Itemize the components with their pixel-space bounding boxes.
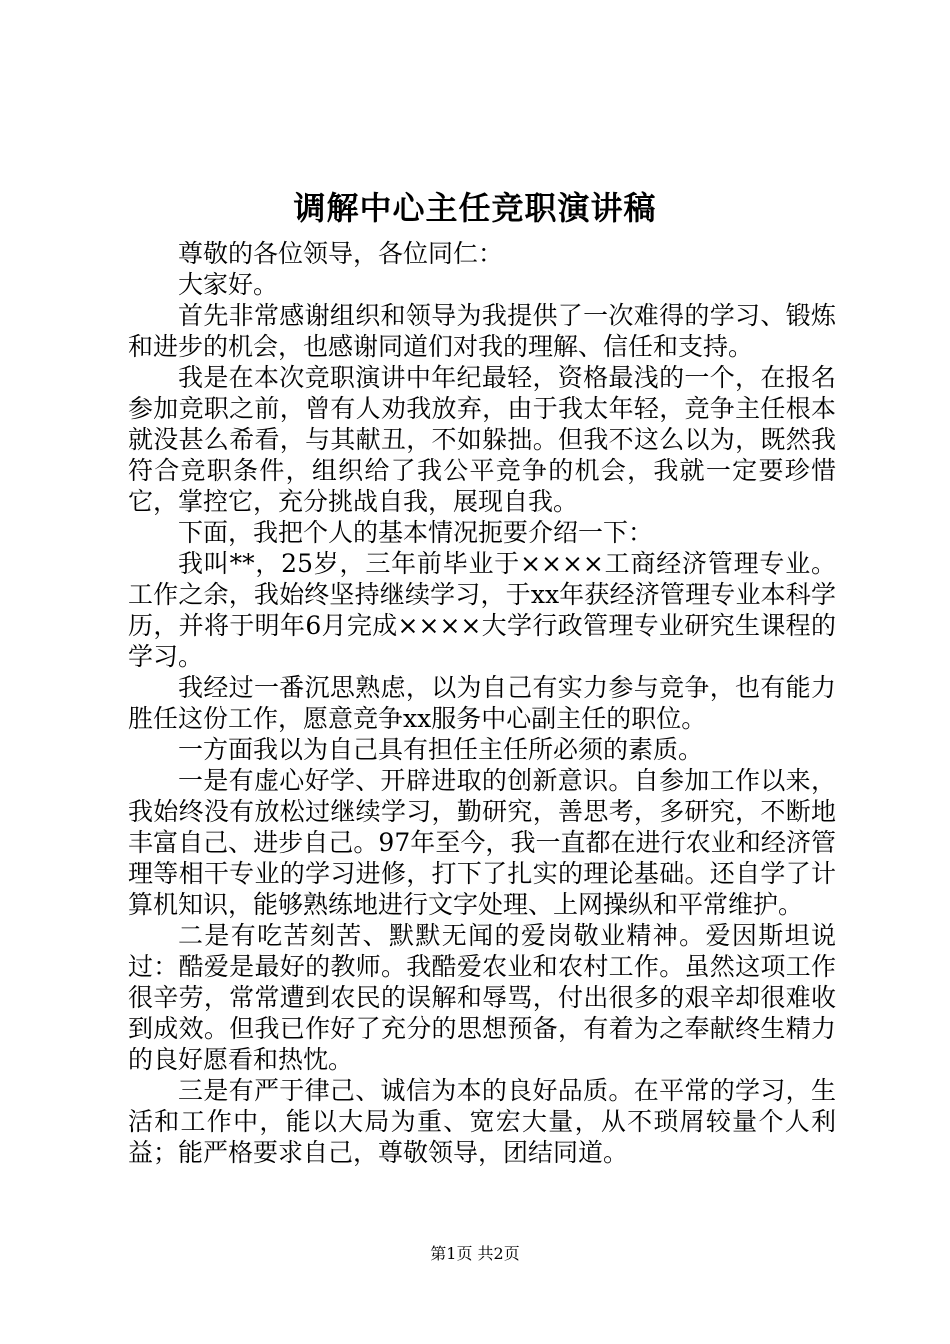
paragraph-thanks: 首先非常感谢组织和领导为我提供了一次难得的学习、锻炼和进步的机会，也感谢同道们对我的理解、信任和支持。 bbox=[128, 301, 836, 361]
paragraph-quality-three: 三是有严于律己、诚信为本的良好品质。在平常的学习，生活和工作中，能以大局为重、宽宏大量，从不琐屑较量个人利益；能严格要求自己，尊敬领导，团结同道。 bbox=[128, 1076, 836, 1167]
paragraph-qualities-lead: 一方面我以为自己具有担任主任所必须的素质。 bbox=[178, 735, 704, 764]
paragraph-background: 我叫**，25岁，三年前毕业于××××工商经济管理专业。工作之余，我始终坚持继续学习，于xx年获经济管理专业本科学历，并将于明年6月完成××××大学行政管理专业研究生课程的学习。 bbox=[128, 549, 836, 671]
document-body bbox=[128, 238, 836, 1168]
paragraph-greeting: 大家好。 bbox=[178, 270, 279, 299]
paragraph-quality-one: 一是有虚心好学、开辟进取的创新意识。自参加工作以来，我始终没有放松过继续学习，勤研究，善思考，多研究，不断地丰富自己、进步自己。97年至今，我一直都在进行农业和经济管理等相干专业的学习进修，打下了扎实的理论基础。还自学了计算机知识，能够熟练地进行文字处理、上网操纵和平常维护。 bbox=[128, 766, 836, 919]
paragraph-salutation: 尊敬的各位领导，各位同仁： bbox=[178, 239, 504, 268]
paragraph-decision: 我经过一番沉思熟虑，以为自己有实力参与竞争，也有能力胜任这份工作，愿意竞争xx服务中心副主任的职位。 bbox=[128, 673, 836, 733]
document-title: 调解中心主任竞职演讲稿 bbox=[293, 189, 657, 227]
paragraph-motivation: 我是在本次竞职演讲中年纪最轻，资格最浅的一个，在报名参加竞职之前，曾有人劝我放弃，由于我太年轻，竞争主任根本就没甚么希看，与其献丑，不如躲拙。但我不这么以为，既然我符合竞职条件，组织给了我公平竞争的机会，我就一定要珍惜它，掌控它，充分挑战自我，展现自我。 bbox=[128, 363, 836, 516]
paragraph-quality-two: 二是有吃苦刻苦、默默无闻的爱岗敬业精神。爱因斯坦说过：酷爱是最好的教师。我酷爱农业和农村工作。虽然这项工作很辛劳，常常遭到农民的误解和辱骂，付出很多的艰辛却很难收到成效。但我已作好了充分的思想预备，有着为之奉献终生精力的良好愿看和热忱。 bbox=[128, 921, 836, 1074]
paragraph-intro-lead: 下面，我把个人的基本情况扼要介绍一下： bbox=[178, 518, 654, 547]
page-footer: 第1页 共2页 bbox=[430, 1244, 520, 1263]
